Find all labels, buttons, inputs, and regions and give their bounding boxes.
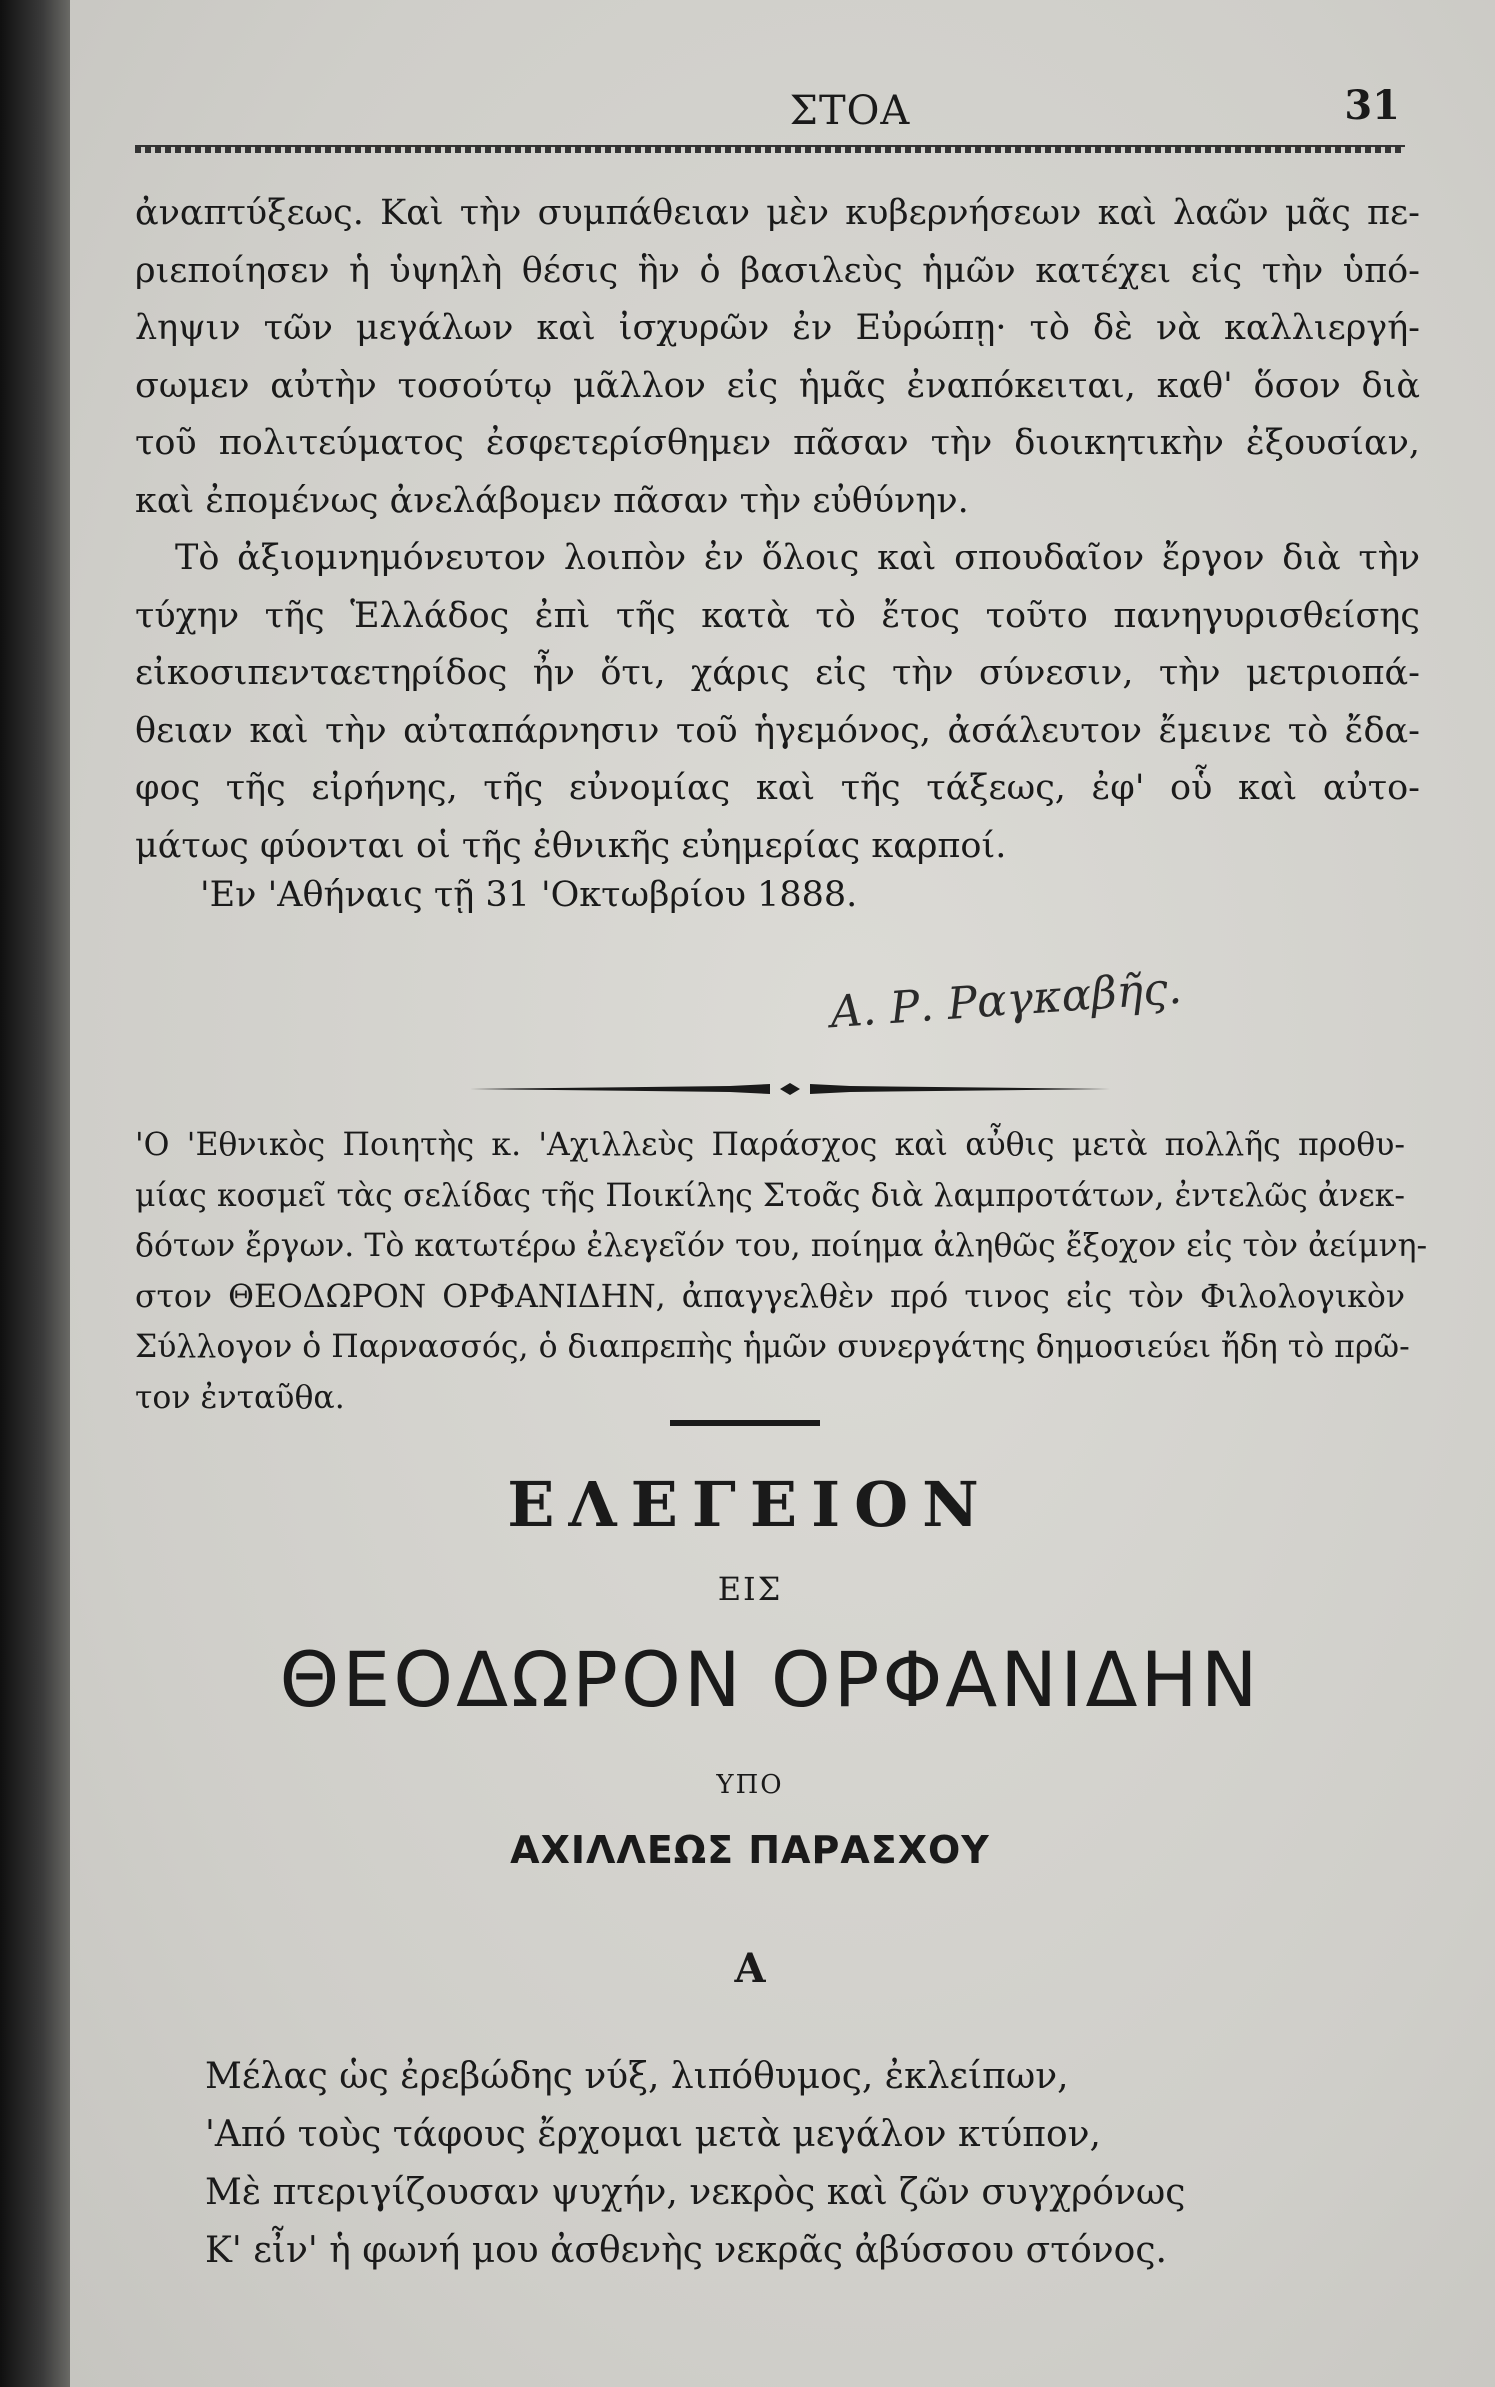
text-line: μάτως φύονται οἱ τῆς ἐθνικῆς εὐημερίας καρποί.	[135, 825, 1007, 866]
verse-line: Κ' εἶν' ἡ φωνή μου ἀσθενὴς νεκρᾶς ἀβύσσου στόνος.	[205, 2230, 1167, 2271]
dateline: 'Εν 'Αθήναις τῇ 31 'Οκτωβρίου 1888.	[200, 875, 858, 915]
running-title: ΣΤΟΑ	[789, 88, 911, 134]
text-line: στον ΘΕΟΔΩΡΟΝ ΟΡΦΑΝΙΔΗΝ, ἀπαγγελθὲν πρό τινος εἰς τὸν Φιλολογικὸν	[135, 1278, 1405, 1315]
section-divider	[670, 1420, 820, 1426]
poem-stanza	[205, 2048, 1305, 2280]
text-line: καὶ ἐπομένως ἀνελάβομεν πᾶσαν τὴν εὐθύνην.	[135, 480, 969, 521]
page-number: 31	[1344, 82, 1400, 129]
paragraph-2	[135, 530, 1420, 875]
text-line: ληψιν τῶν μεγάλων καὶ ἰσχυρῶν ἐν Εὐρώπῃ· τὸ δὲ νὰ καλλιεργή-	[135, 308, 1420, 348]
elegy-by-word: ΥΠΟ	[716, 1770, 784, 1800]
verse-line: Μὲ πτεριγίζουσαν ψυχήν, νεκρὸς καὶ ζῶν συγχρόνως	[205, 2172, 1186, 2213]
signature: Α. Ρ. Ραγκαβῆς.	[828, 962, 1184, 1039]
text-line: Τὸ ἀξιομνημόνευτον λοιπὸν ἐν ὅλοις καὶ σπουδαῖον ἔργον διὰ τὴν	[175, 538, 1420, 578]
elegy-dedication-word: ΕΙΣ	[717, 1570, 783, 1608]
editor-note	[135, 1120, 1428, 1423]
paragraph-1	[135, 185, 1420, 530]
header-rule	[135, 145, 1405, 153]
text-line: Σύλλογον ὁ Παρνασσός, ὁ διαπρεπὴς ἡμῶν συνεργάτης δημοσιεύει ἤδη τὸ πρῶ-	[135, 1329, 1410, 1365]
text-line: τοῦ πολιτεύματος ἐσφετερίσθημεν πᾶσαν τὴν διοικητικὴν ἐξουσίαν,	[135, 423, 1420, 463]
section-number: Α	[734, 1945, 766, 1992]
elegy-honoree: ΘΕΟΔΩΡΟΝ ΟΡΦΑΝΙΔΗΝ	[279, 1635, 1261, 1724]
text-line: θειαν καὶ τὴν αὐταπάρνησιν τοῦ ἡγεμόνος, ἀσάλευτον ἔμεινε τὸ ἔδα-	[135, 710, 1420, 751]
book-spine-shadow	[0, 0, 70, 2387]
elegy-author: ΑΧΙΛΛΕΩΣ ΠΑΡΑΣΧΟΥ	[510, 1828, 990, 1872]
text-line: ἀναπτύξεως. Καὶ τὴν συμπάθειαν μὲν κυβερνήσεων καὶ λαῶν μᾶς πε-	[135, 193, 1420, 233]
text-line: τύχην τῆς Ἑλλάδος ἐπὶ τῆς κατὰ τὸ ἔτος τοῦτο πανηγυρισθείσης	[135, 595, 1420, 636]
text-line: 'Ο 'Εθνικὸς Ποιητὴς κ. 'Αχιλλεὺς Παράσχος καὶ αὖθις μετὰ πολλῆς προθυ-	[135, 1127, 1405, 1163]
text-line: δότων ἔργων. Τὸ κατωτέρω ἐλεγεῖόν του, ποίημα ἀληθῶς ἔξοχον εἰς τὸν ἀείμνη-	[135, 1228, 1428, 1264]
text-line: τον ἐνταῦθα.	[135, 1379, 345, 1416]
text-line: μίας κοσμεῖ τὰς σελίδας τῆς Ποικίλης Στοᾶς διὰ λαμπροτάτων, ἐντελῶς ἀνεκ-	[135, 1177, 1405, 1214]
text-line: φος τῆς εἰρήνης, τῆς εὐνομίας καὶ τῆς τάξεως, ἐφ' οὗ καὶ αὐτο-	[135, 768, 1420, 808]
verse-line: Μέλας ὡς ἐρεβώδης νύξ, λιπόθυμος, ἐκλείπων,	[205, 2056, 1069, 2097]
book-page	[70, 0, 1495, 2387]
ornamental-divider	[470, 1080, 1110, 1098]
verse-line: 'Από τοὺς τάφους ἔρχομαι μετὰ μεγάλον κτύπον,	[205, 2114, 1101, 2155]
text-line: εἰκοσιπενταετηρίδος ἦν ὅτι, χάρις εἰς τὴν σύνεσιν, τὴν μετριοπά-	[135, 653, 1420, 693]
text-line: ριεποίησεν ἡ ὑψηλὴ θέσις ἣν ὁ βασιλεὺς ἡμῶν κατέχει εἰς τὴν ὑπό-	[135, 250, 1420, 291]
text-line: σωμεν αὐτὴν τοσούτῳ μᾶλλον εἰς ἡμᾶς ἐναπόκειται, καθ' ὅσον διὰ	[135, 365, 1420, 406]
elegy-heading: ΕΛΕΓΕΙΟΝ	[507, 1468, 993, 1541]
